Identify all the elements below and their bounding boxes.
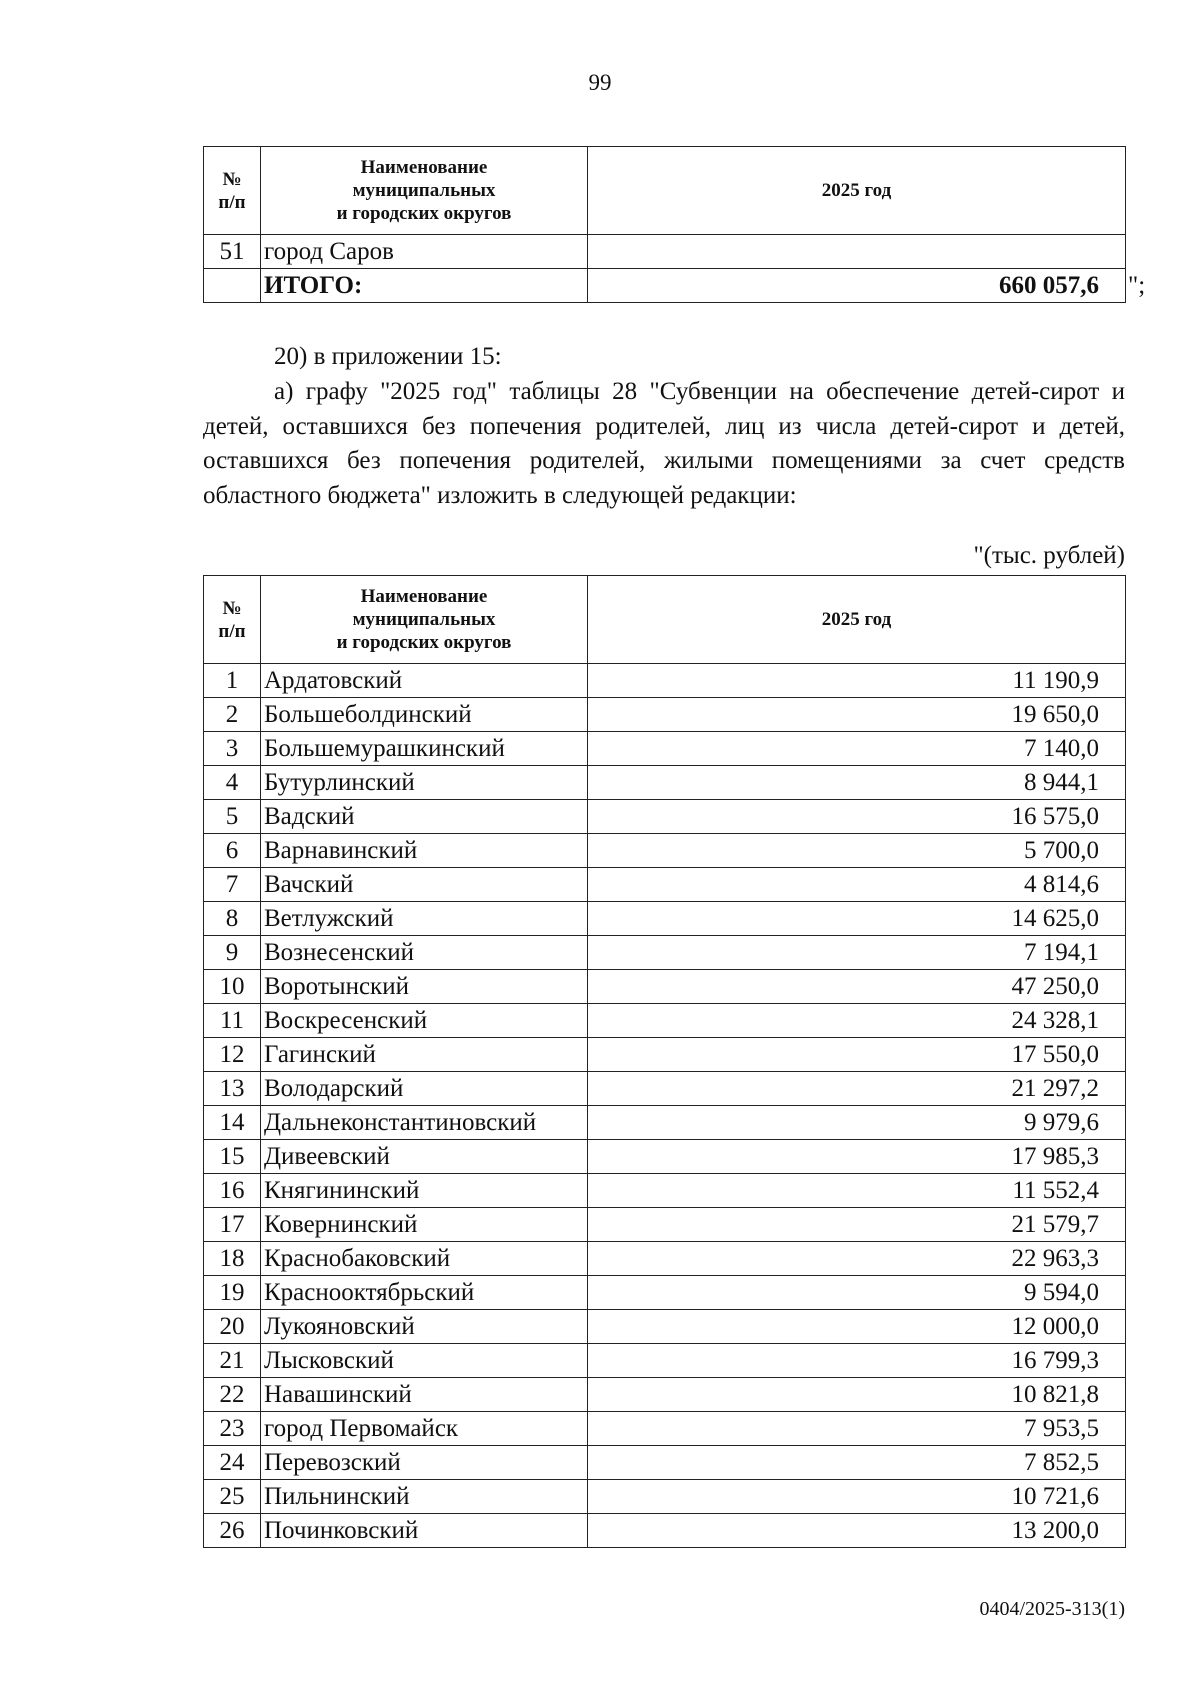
row-value: 9 594,0 bbox=[588, 1276, 1126, 1310]
row-value: 24 328,1 bbox=[588, 1004, 1126, 1038]
header-year-column: 2025 год bbox=[588, 576, 1126, 664]
table-row bbox=[204, 1446, 1126, 1480]
district-name: Ковернинский bbox=[261, 1208, 588, 1242]
district-name: Большемурашкинский bbox=[261, 732, 588, 766]
table-row bbox=[204, 1072, 1126, 1106]
table-row bbox=[204, 1412, 1126, 1446]
table-row bbox=[204, 1480, 1126, 1514]
row-number: 20 bbox=[204, 1310, 261, 1344]
row-number: 26 bbox=[204, 1514, 261, 1548]
district-name: Краснооктябрьский bbox=[261, 1276, 588, 1310]
table-row bbox=[204, 868, 1126, 902]
district-name: Бутурлинский bbox=[261, 766, 588, 800]
row-value: 7 140,0 bbox=[588, 732, 1126, 766]
row-value: 4 814,6 bbox=[588, 868, 1126, 902]
table-row bbox=[204, 936, 1126, 970]
table-row bbox=[204, 1344, 1126, 1378]
row-value: 7 852,5 bbox=[588, 1446, 1126, 1480]
page-number: 99 bbox=[588, 70, 612, 95]
row-value: 21 579,7 bbox=[588, 1208, 1126, 1242]
row-number: 16 bbox=[204, 1174, 261, 1208]
table-row bbox=[204, 1174, 1126, 1208]
row-number: 14 bbox=[204, 1106, 261, 1140]
table-row bbox=[204, 834, 1126, 868]
total-number-cell bbox=[204, 269, 261, 303]
table-row bbox=[204, 1004, 1126, 1038]
row-number: 22 bbox=[204, 1378, 261, 1412]
table-row bbox=[204, 1378, 1126, 1412]
row-value: 8 944,1 bbox=[588, 766, 1126, 800]
district-name: Починковский bbox=[261, 1514, 588, 1548]
row-value: 11 552,4 bbox=[588, 1174, 1126, 1208]
table-row bbox=[204, 1106, 1126, 1140]
row-value: 13 200,0 bbox=[588, 1514, 1126, 1548]
row-number: 9 bbox=[204, 936, 261, 970]
row-number: 12 bbox=[204, 1038, 261, 1072]
row-number: 15 bbox=[204, 1140, 261, 1174]
header-name-column: Наименование муниципальных и городских округов bbox=[261, 576, 588, 664]
district-name: Княгининский bbox=[261, 1174, 588, 1208]
district-name: Вадский bbox=[261, 800, 588, 834]
row-value: 10 821,8 bbox=[588, 1378, 1126, 1412]
district-name: Дивеевский bbox=[261, 1140, 588, 1174]
row-value: 21 297,2 bbox=[588, 1072, 1126, 1106]
district-name: Воскресенский bbox=[261, 1004, 588, 1038]
table-row bbox=[204, 800, 1126, 834]
total-row bbox=[204, 269, 1126, 303]
row-value: 16 575,0 bbox=[588, 800, 1126, 834]
row-value: 14 625,0 bbox=[588, 902, 1126, 936]
row-value: 9 979,6 bbox=[588, 1106, 1126, 1140]
document-code: 0404/2025-313(1) bbox=[979, 1598, 1125, 1620]
row-number: 4 bbox=[204, 766, 261, 800]
header-year-column: 2025 год bbox=[588, 147, 1126, 235]
row-number: 1 bbox=[204, 664, 261, 698]
closing-quote: "; bbox=[1128, 272, 1146, 299]
table-row bbox=[204, 1038, 1126, 1072]
row-number: 17 bbox=[204, 1208, 261, 1242]
row-number: 25 bbox=[204, 1480, 261, 1514]
continued-table bbox=[203, 146, 1126, 303]
table-row bbox=[204, 1276, 1126, 1310]
row-number: 7 bbox=[204, 868, 261, 902]
district-name: Краснобаковский bbox=[261, 1242, 588, 1276]
table-row bbox=[204, 970, 1126, 1004]
table-row bbox=[204, 732, 1126, 766]
row-value: 12 000,0 bbox=[588, 1310, 1126, 1344]
table-row bbox=[204, 1242, 1126, 1276]
district-name: Дальнеконстантиновский bbox=[261, 1106, 588, 1140]
district-name: Ардатовский bbox=[261, 664, 588, 698]
district-name: Навашинский bbox=[261, 1378, 588, 1412]
district-name: город Первомайск bbox=[261, 1412, 588, 1446]
table-row bbox=[204, 698, 1126, 732]
table-row bbox=[204, 1140, 1126, 1174]
district-name: Гагинский bbox=[261, 1038, 588, 1072]
row-number: 3 bbox=[204, 732, 261, 766]
subvention-table bbox=[203, 575, 1126, 1548]
row-value: 10 721,6 bbox=[588, 1480, 1126, 1514]
table-row bbox=[204, 902, 1126, 936]
row-number: 10 bbox=[204, 970, 261, 1004]
row-value: 47 250,0 bbox=[588, 970, 1126, 1004]
district-name: Варнавинский bbox=[261, 834, 588, 868]
district-name: Володарский bbox=[261, 1072, 588, 1106]
row-number: 51 bbox=[204, 235, 261, 269]
header-name-column: Наименование муниципальных и городских округов bbox=[261, 147, 588, 235]
row-value: 19 650,0 bbox=[588, 698, 1126, 732]
header-number-column: № п/п bbox=[204, 576, 261, 664]
paragraph-item-20: 20) в приложении 15: bbox=[274, 343, 502, 370]
district-name: Ветлужский bbox=[261, 902, 588, 936]
row-value: 22 963,3 bbox=[588, 1242, 1126, 1276]
row-number: 24 bbox=[204, 1446, 261, 1480]
paragraph-instruction: а) графу "2025 год" таблицы 28 "Субвенции на обеспечение детей-сирот и детей, оставшихся без попечения родителей, лиц из числа детей-сирот и детей, оставшихся без попечения родителей, жилыми помещениями за счет средств областного бюджета" изложить в следующей редакции: bbox=[203, 378, 1125, 509]
row-number: 8 bbox=[204, 902, 261, 936]
table-row bbox=[204, 235, 1126, 269]
district-name: город Саров bbox=[261, 235, 588, 269]
row-number: 23 bbox=[204, 1412, 261, 1446]
row-value bbox=[588, 235, 1126, 269]
row-value: 5 700,0 bbox=[588, 834, 1126, 868]
row-value: 16 799,3 bbox=[588, 1344, 1126, 1378]
row-number: 6 bbox=[204, 834, 261, 868]
row-value: 17 985,3 bbox=[588, 1140, 1126, 1174]
district-name: Перевозский bbox=[261, 1446, 588, 1480]
district-name: Вачский bbox=[261, 868, 588, 902]
district-name: Лукояновский bbox=[261, 1310, 588, 1344]
row-number: 19 bbox=[204, 1276, 261, 1310]
total-value: 660 057,6 bbox=[588, 269, 1126, 303]
total-label: ИТОГО: bbox=[261, 269, 588, 303]
table-row bbox=[204, 1310, 1126, 1344]
table-row bbox=[204, 1514, 1126, 1548]
row-number: 2 bbox=[204, 698, 261, 732]
row-value: 11 190,9 bbox=[588, 664, 1126, 698]
district-name: Пильнинский bbox=[261, 1480, 588, 1514]
district-name: Воротынский bbox=[261, 970, 588, 1004]
table-row bbox=[204, 766, 1126, 800]
units-label: "(тыс. рублей) bbox=[973, 542, 1125, 569]
row-number: 21 bbox=[204, 1344, 261, 1378]
row-number: 11 bbox=[204, 1004, 261, 1038]
row-number: 5 bbox=[204, 800, 261, 834]
district-name: Лысковский bbox=[261, 1344, 588, 1378]
table-row bbox=[204, 1208, 1126, 1242]
row-value: 7 953,5 bbox=[588, 1412, 1126, 1446]
district-name: Вознесенский bbox=[261, 936, 588, 970]
district-name: Большеболдинский bbox=[261, 698, 588, 732]
table-row bbox=[204, 664, 1126, 698]
row-value: 7 194,1 bbox=[588, 936, 1126, 970]
row-value: 17 550,0 bbox=[588, 1038, 1126, 1072]
row-number: 13 bbox=[204, 1072, 261, 1106]
row-number: 18 bbox=[204, 1242, 261, 1276]
header-number-column: № п/п bbox=[204, 147, 261, 235]
